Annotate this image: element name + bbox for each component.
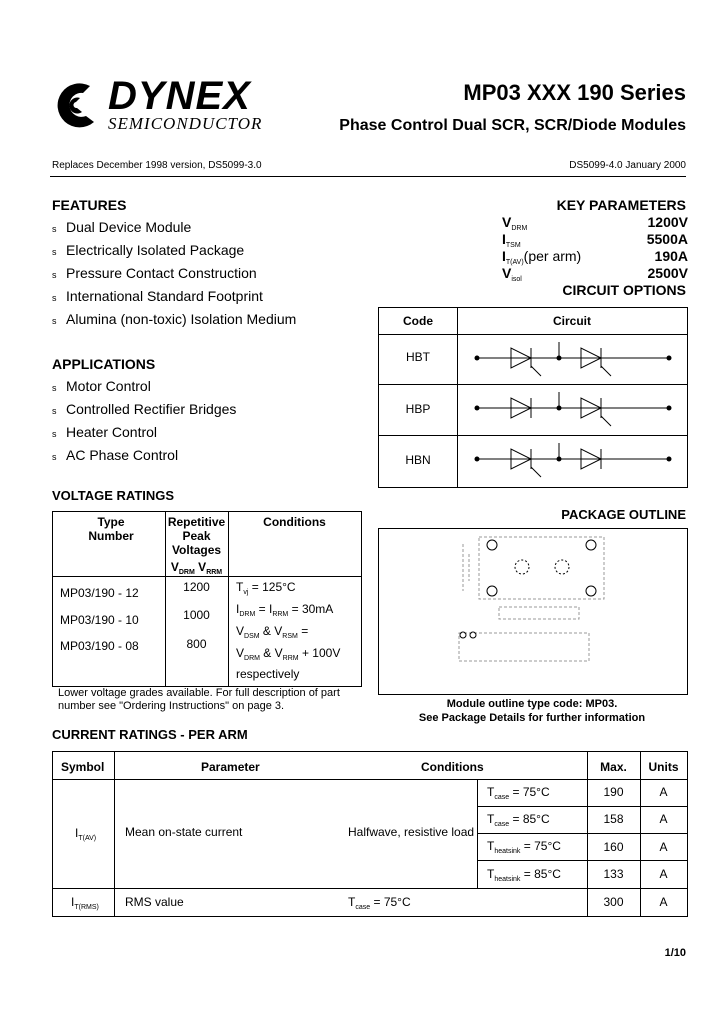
- cr-row2-symbol: $I_{T(RMS)}$: [71, 895, 99, 911]
- circuit-col-code: Code: [403, 314, 433, 328]
- circuit-options-table: [378, 307, 688, 488]
- cr-col-conditions: Conditions: [421, 760, 484, 774]
- cr-row1-unit-3: A: [659, 840, 668, 854]
- logo-wordmark: DYNEX: [108, 74, 251, 118]
- circuit-col-circuit: Circuit: [552, 314, 591, 328]
- vr-col-rep-symbols: $V_{DRM}$ $V_{RRM}$: [170, 560, 223, 576]
- circuit-diagram-hbt: [469, 338, 679, 382]
- cr-col-parameter: Parameter: [201, 760, 260, 774]
- cr-row2-max: 300: [603, 895, 624, 909]
- cr-row1-subcond-4: $T_{heatsink} = 85^\circ C$: [487, 867, 561, 883]
- vr-condition-respectively: respectively: [236, 667, 300, 681]
- cr-row1-unit-2: A: [659, 812, 668, 826]
- cr-row2-unit: A: [659, 895, 668, 909]
- applications-list: [52, 375, 236, 467]
- voltage-ratings-note: Lower voltage grades available. For full description of part number see "Ordering Instructions" on page 3.: [58, 687, 340, 712]
- list-item: s Electrically Isolated Package: [52, 242, 245, 258]
- features-heading: FEATURES: [52, 197, 127, 213]
- vr-type-12: MP03/190 - 12: [60, 586, 139, 600]
- cr-row1-subcond-3: $T_{heatsink} = 75^\circ C$: [487, 839, 561, 855]
- document-id: DS5099-4.0 January 2000: [569, 160, 686, 171]
- circuit-code-hbp: HBP: [405, 402, 431, 416]
- vr-type-10: MP03/190 - 10: [60, 613, 139, 627]
- vr-condition-current: $I_{DRM} = I_{RRM} = 30mA$: [236, 602, 334, 618]
- current-ratings-table: [52, 751, 688, 917]
- vr-voltage-12: 1200: [183, 580, 210, 594]
- circuit-code-hbn: HBN: [405, 453, 431, 467]
- list-item: s Heater Control: [52, 424, 158, 440]
- dynex-logo-icon: [50, 80, 102, 132]
- list-item: s Pressure Contact Construction: [52, 265, 257, 281]
- cr-row1-max-4: 133: [603, 867, 624, 881]
- cr-col-max: Max.: [600, 760, 627, 774]
- page-number: 1/10: [664, 947, 686, 959]
- features-list: [52, 216, 296, 331]
- cr-row1-max-2: 158: [603, 812, 624, 826]
- vr-condition-tvj: $T_{vj} = 125^\circ C$: [236, 580, 296, 596]
- cr-row1-max-3: 160: [603, 840, 624, 854]
- cr-row1-max-1: 190: [603, 785, 624, 799]
- replaces-note: Replaces December 1998 version, DS5099-3.0: [52, 160, 262, 171]
- vr-voltage-08: 800: [186, 637, 207, 651]
- list-item: s International Standard Footprint: [52, 288, 263, 304]
- list-item: s Dual Device Module: [52, 219, 192, 235]
- cr-row1-symbol: $I_{T(AV)}$: [75, 826, 97, 842]
- list-item: s Controlled Rectifier Bridges: [52, 401, 237, 417]
- cr-row1-parameter: Mean on-state current: [125, 825, 243, 839]
- header-divider: [50, 176, 686, 177]
- key-parameters-heading: KEY PARAMETERS: [556, 197, 686, 213]
- vr-voltage-10: 1000: [183, 608, 210, 622]
- cr-row2-parameter: RMS value: [125, 895, 184, 909]
- package-outline-drawing: [379, 529, 687, 694]
- vr-col-conditions: Conditions: [263, 515, 326, 529]
- key-param-row: $I_{TSM}$ 5500A: [502, 231, 688, 249]
- circuit-code-hbt: HBT: [406, 350, 430, 364]
- vr-condition-vdsm: $V_{DSM}$ & $V_{RSM}$ =: [236, 624, 309, 640]
- page-title: MP03 XXX 190 Series: [463, 80, 686, 105]
- package-caption-1: Module outline type code: MP03.: [446, 698, 618, 710]
- cr-col-symbol: Symbol: [61, 760, 105, 774]
- cr-row1-subcond-2: $T_{case} = 85^\circ C$: [487, 812, 550, 828]
- list-item: s Alumina (non-toxic) Isolation Medium: [52, 311, 297, 327]
- cr-row1-unit-4: A: [659, 867, 668, 881]
- circuit-diagram-hbn: [469, 439, 679, 483]
- key-parameters-table: [502, 214, 688, 282]
- vr-col-rep: Repetitive Peak Voltages: [167, 515, 226, 557]
- circuit-options-heading: CIRCUIT OPTIONS: [562, 282, 686, 298]
- vr-col-type: Type Number: [88, 515, 134, 543]
- cr-row1-conditions: Halfwave, resistive load: [348, 825, 475, 839]
- key-param-row: $V_{isol}$ 2500V: [502, 265, 688, 283]
- vr-type-08: MP03/190 - 08: [60, 639, 139, 653]
- package-caption-2: See Package Details for further information: [418, 712, 646, 724]
- applications-heading: APPLICATIONS: [52, 356, 156, 372]
- list-item: s AC Phase Control: [52, 447, 179, 463]
- key-param-row: $V_{DRM}$ 1200V: [502, 214, 688, 232]
- cr-row2-conditions: $T_{case} = 75^\circ C$: [348, 895, 411, 911]
- vr-condition-vdrm: $V_{DRM}$ & $V_{RRM} + 100V$: [236, 646, 341, 662]
- logo-subtitle: SEMICONDUCTOR: [108, 114, 263, 133]
- cr-row1-subcond-1: $T_{case} = 75^\circ C$: [487, 785, 550, 801]
- package-outline-box: [378, 528, 688, 695]
- voltage-ratings-heading: VOLTAGE RATINGS: [52, 488, 175, 503]
- logo: [50, 74, 263, 138]
- package-outline-heading: PACKAGE OUTLINE: [561, 507, 686, 522]
- voltage-ratings-table: [52, 511, 362, 687]
- page-subtitle: Phase Control Dual SCR, SCR/Diode Modules: [339, 117, 686, 134]
- circuit-diagram-hbp: [469, 388, 679, 432]
- current-ratings-heading: CURRENT RATINGS - PER ARM: [52, 727, 248, 742]
- cr-col-units: Units: [648, 760, 679, 774]
- key-param-row: $I_{T(AV)}(per$ arm) 190A: [502, 248, 688, 266]
- cr-row1-unit-1: A: [659, 785, 668, 799]
- list-item: s Motor Control: [52, 378, 151, 394]
